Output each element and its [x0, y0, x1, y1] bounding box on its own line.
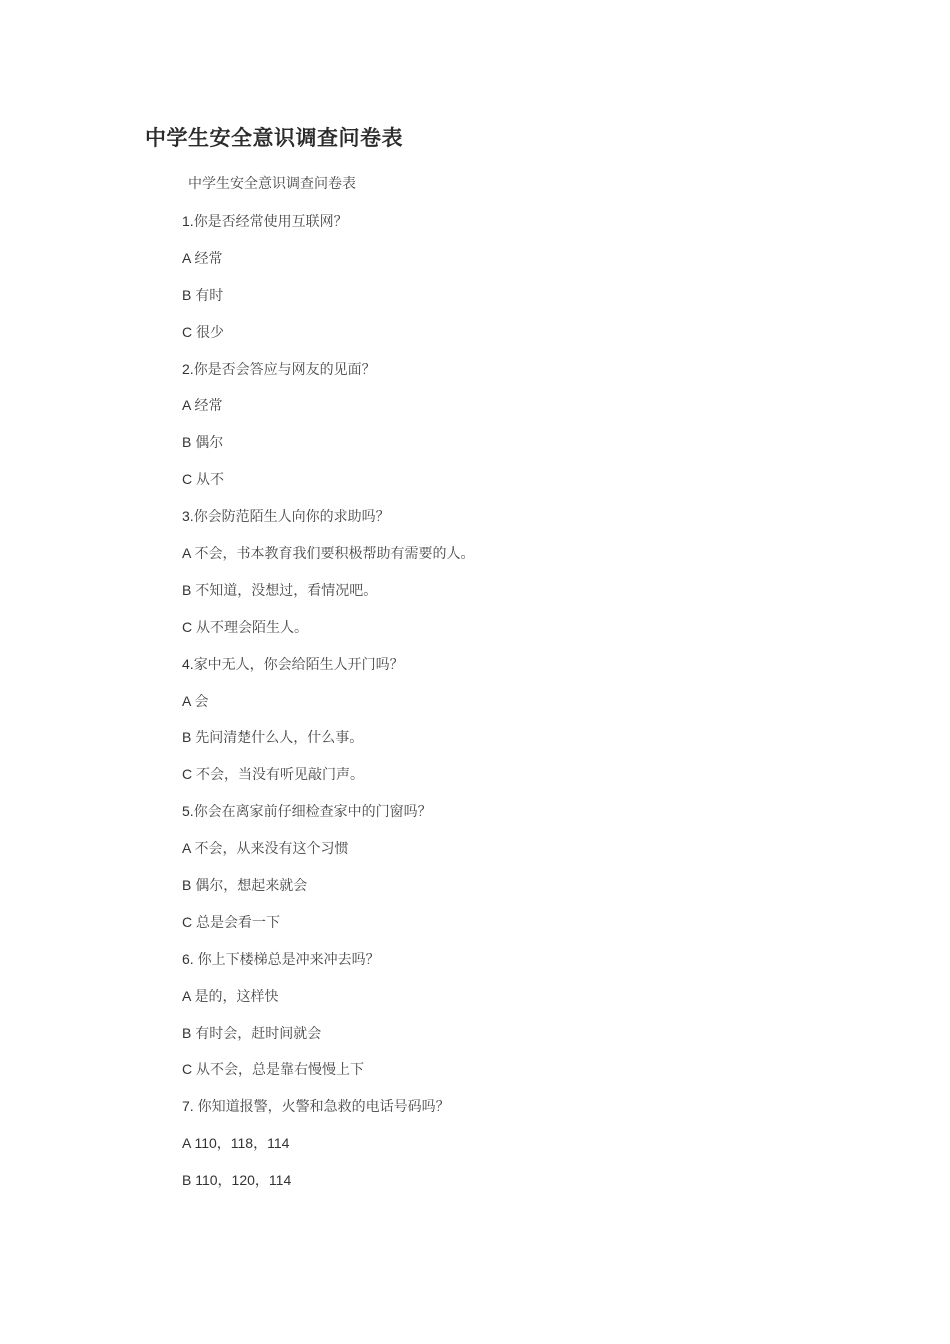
question-4-option-a: A 会 — [182, 692, 209, 710]
question-6-option-b: B 有时会，赶时间就会 — [182, 1024, 322, 1042]
question-5-option-c: C 总是会看一下 — [182, 913, 280, 931]
question-2-option-b: B 偶尔 — [182, 434, 224, 452]
question-4-option-b: B 先问清楚什么人，什么事。 — [182, 729, 364, 747]
question-2: 2.你是否会答应与网友的见面？ — [182, 360, 376, 378]
question-5-option-a: A 不会，从来没有这个习惯 — [182, 840, 349, 858]
question-5: 5.你会在离家前仔细检查家中的门窗吗？ — [182, 803, 432, 821]
questionnaire-body — [182, 170, 882, 1203]
question-5-option-b: B 偶尔，想起来就会 — [182, 877, 308, 895]
question-4-option-c: C 不会，当没有听见敲门声。 — [182, 766, 364, 784]
question-3-option-a: A 不会，书本教育我们要积极帮助有需要的人。 — [182, 545, 475, 563]
question-1: 1.你是否经常使用互联网？ — [182, 213, 348, 230]
question-6: 6. 你上下楼梯总是冲来冲去吗？ — [182, 950, 380, 968]
question-7: 7. 你知道报警，火警和急救的电话号码吗？ — [182, 1098, 450, 1116]
question-7-option-b: B 110，120，114 — [182, 1172, 292, 1189]
question-2-option-a: A 经常 — [182, 397, 223, 415]
question-6-option-a: A 是的，这样快 — [182, 987, 279, 1005]
question-3-option-b: B 不知道，没想过，看情况吧。 — [182, 581, 378, 599]
question-1-option-a: A 经常 — [182, 249, 223, 267]
question-3-option-c: C 从不理会陌生人。 — [182, 618, 308, 636]
question-1-option-b: B 有时 — [182, 286, 224, 304]
questionnaire-subtitle: 中学生安全意识调查问卷表 — [188, 176, 356, 192]
question-1-option-c: C 很少 — [182, 323, 224, 341]
question-7-option-a: A 110，118，114 — [182, 1135, 290, 1152]
question-2-option-c: C 从不 — [182, 471, 224, 489]
question-3: 3.你会防范陌生人向你的求助吗？ — [182, 508, 390, 526]
document-title: 中学生安全意识调查问卷表 — [145, 125, 403, 150]
question-6-option-c: C 从不会，总是靠右慢慢上下 — [182, 1061, 364, 1079]
question-4: 4.家中无人，你会给陌生人开门吗？ — [182, 655, 404, 673]
